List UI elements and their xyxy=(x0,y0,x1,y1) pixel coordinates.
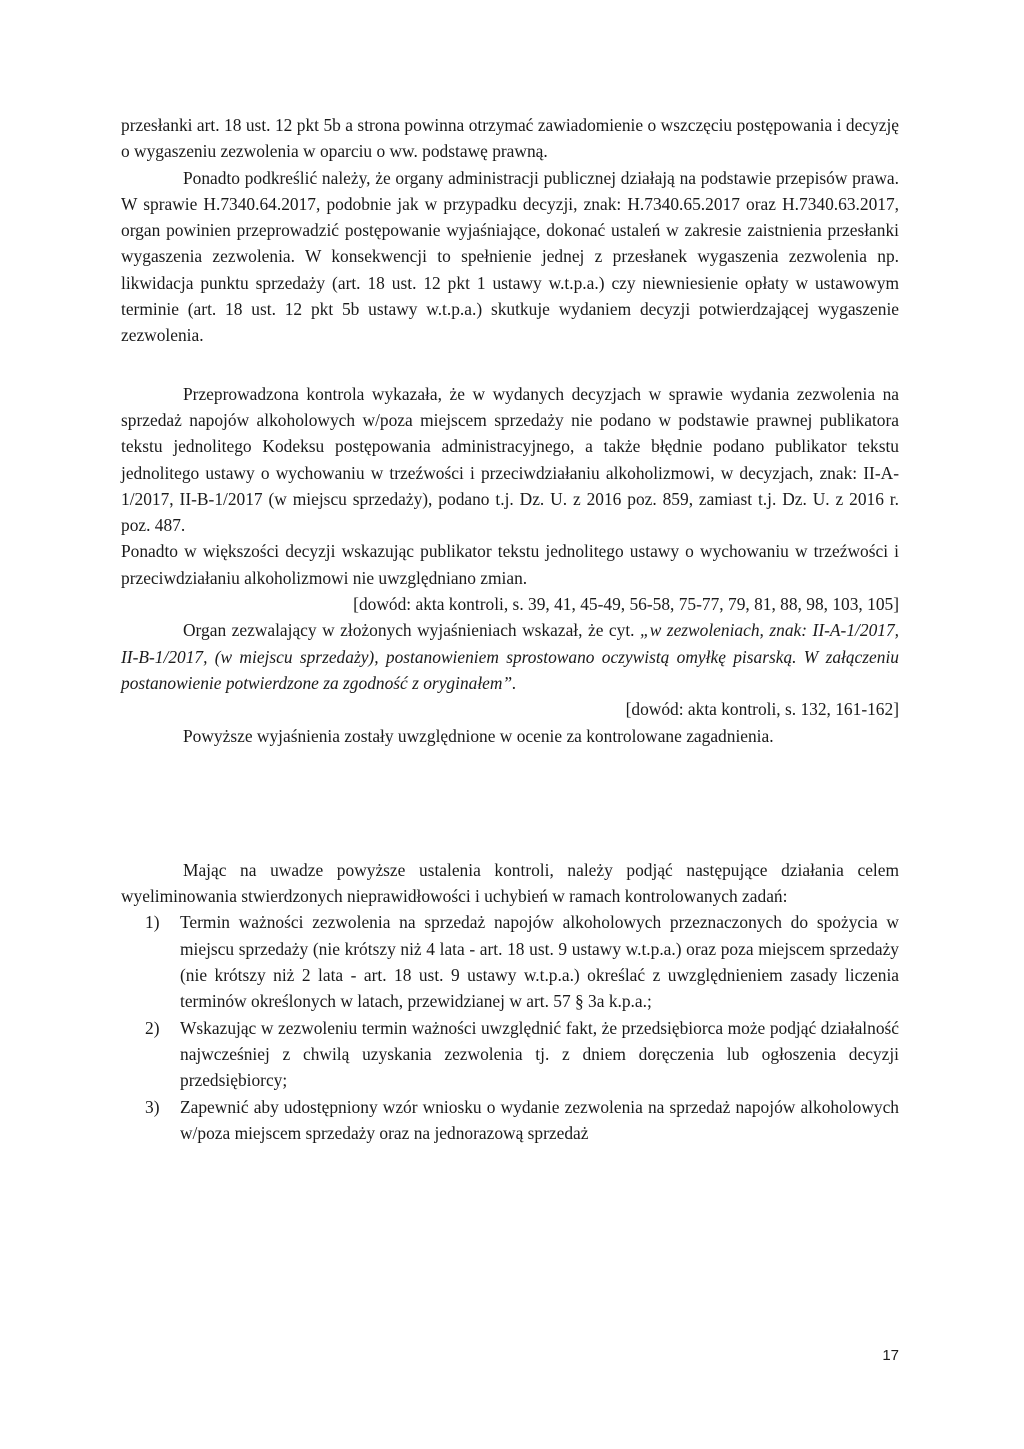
list-item-text: Termin ważności zezwolenia na sprzedaż napojów alkoholowych przeznaczonych do spożycia w miejscu sprzedaży (nie krótszy niż 4 lata - art. 18 ust. 9 ustawy w.t.p.a.) oraz poza miejscem sprzedaży (nie krótszy niż 2 lata - art. 18 ust. 9 ustawy w.t.p.a.) określać z uwzględnieniem zasady liczenia terminów określonych w latach, przewidzianej w art. 57 § 3a k.p.a.; xyxy=(180,912,899,1012)
list-item xyxy=(121,1015,899,1094)
paragraph-5-intro: Organ zezwalający w złożonych wyjaśnieniach wskazał, że cyt. xyxy=(183,620,635,641)
recommendations-list xyxy=(121,909,899,1146)
paragraph-5 xyxy=(121,617,899,696)
paragraph-1: przesłanki art. 18 ust. 12 pkt 5b a strona powinna otrzymać zawiadomienie o wszczęciu postępowania i decyzję o wygaszeniu zezwolenia w oparciu o ww. podstawę prawną. xyxy=(121,115,899,162)
list-item-number: 2) xyxy=(145,1017,160,1038)
paragraph-4: Ponadto w większości decyzji wskazując publikator tekstu jednolitego ustawy o wychowaniu w trzeźwości i przeciwdziałaniu alkoholizmowi nie uwzględniano zmian. xyxy=(121,541,899,588)
evidence-reference-2: [dowód: akta kontroli, s. 132, 161-162] xyxy=(625,699,899,720)
list-item-number: 1) xyxy=(145,912,160,933)
list-item xyxy=(121,1094,899,1147)
list-item-text: Zapewnić aby udostępniony wzór wniosku o wydanie zezwolenia na sprzedaż napojów alkoholowych w/poza miejscem sprzedaży oraz na jednorazową sprzedaż xyxy=(180,1096,899,1143)
page-number: 17 xyxy=(882,1347,899,1364)
spacer xyxy=(121,749,899,857)
paragraph-7: Mając na uwadze powyższe ustalenia kontroli, należy podjąć następujące działania celem wyeliminowania stwierdzonych nieprawidłowości i uchybień w ramach kontrolowanych zadań: xyxy=(121,859,899,907)
paragraph-6: Powyższe wyjaśnienia zostały uwzględnione w ocenie za kontrolowane zagadnienia. xyxy=(183,725,774,746)
evidence-reference-1: [dowód: akta kontroli, s. 39, 41, 45-49, 56-58, 75-77, 79, 81, 88, 98, 103, 105] xyxy=(353,594,899,615)
spacer xyxy=(121,349,899,381)
list-item xyxy=(121,909,899,1014)
paragraph-5-quote: „w zezwoleniach, znak: II-A-1/2017, II-B-1/2017, (w miejscu sprzedaży), postanowieniem sprostowano oczywistą omyłkę pisarską. W załączeniu postanowienie potwierdzone za zgodność z oryginałem”. xyxy=(121,620,900,693)
list-item-number: 3) xyxy=(145,1096,160,1117)
document-page xyxy=(121,112,899,1146)
list-item-text: Wskazując w zezwoleniu termin ważności uwzględnić fakt, że przedsiębiorca może podjąć działalność najwcześniej z chwilą uzyskania zezwolenia tj. z dniem doręczenia lub ogłoszenia decyzji przedsiębiorcy; xyxy=(180,1017,899,1091)
paragraph-3: Przeprowadzona kontrola wykazała, że w wydanych decyzjach w sprawie wydania zezwolenia na sprzedaż napojów alkoholowych w/poza miejscem sprzedaży nie podano w podstawie prawnej publikatora tekstu jednolitego Kodeksu postępowania administracyjnego, a także błędnie podano publikator tekstu jednolitego ustawy o wychowaniu w trzeźwości i przeciwdziałaniu alkoholizmowi, w decyzjach, znak: II-A-1/2017, II-B-1/2017 (w miejscu sprzedaży), podano t.j. Dz. U. z 2016 poz. 859, zamiast t.j. Dz. U. z 2016 r. poz. 487. xyxy=(121,383,899,536)
paragraph-2: Ponadto podkreślić należy, że organy administracji publicznej działają na podstawie przepisów prawa. W sprawie H.7340.64.2017, podobnie jak w przypadku decyzji, znak: H.7340.65.2017 oraz H.7340.63.2017, organ powinien przeprowadzić postępowanie wyjaśniające, dokonać ustaleń w zakresie zaistnienia przesłanki wygaszenia zezwolenia. W konsekwencji to spełnienie jednej z przesłanek wygaszenia zezwolenia np. likwidacja punktu sprzedaży (art. 18 ust. 12 pkt 1 ustawy w.t.p.a.) czy niewniesienie opłaty w ustawowym terminie (art. 18 ust. 12 pkt 5b ustawy w.t.p.a.) skutkuje wydaniem decyzji potwierdzającej wygaszenie zezwolenia. xyxy=(121,167,899,346)
